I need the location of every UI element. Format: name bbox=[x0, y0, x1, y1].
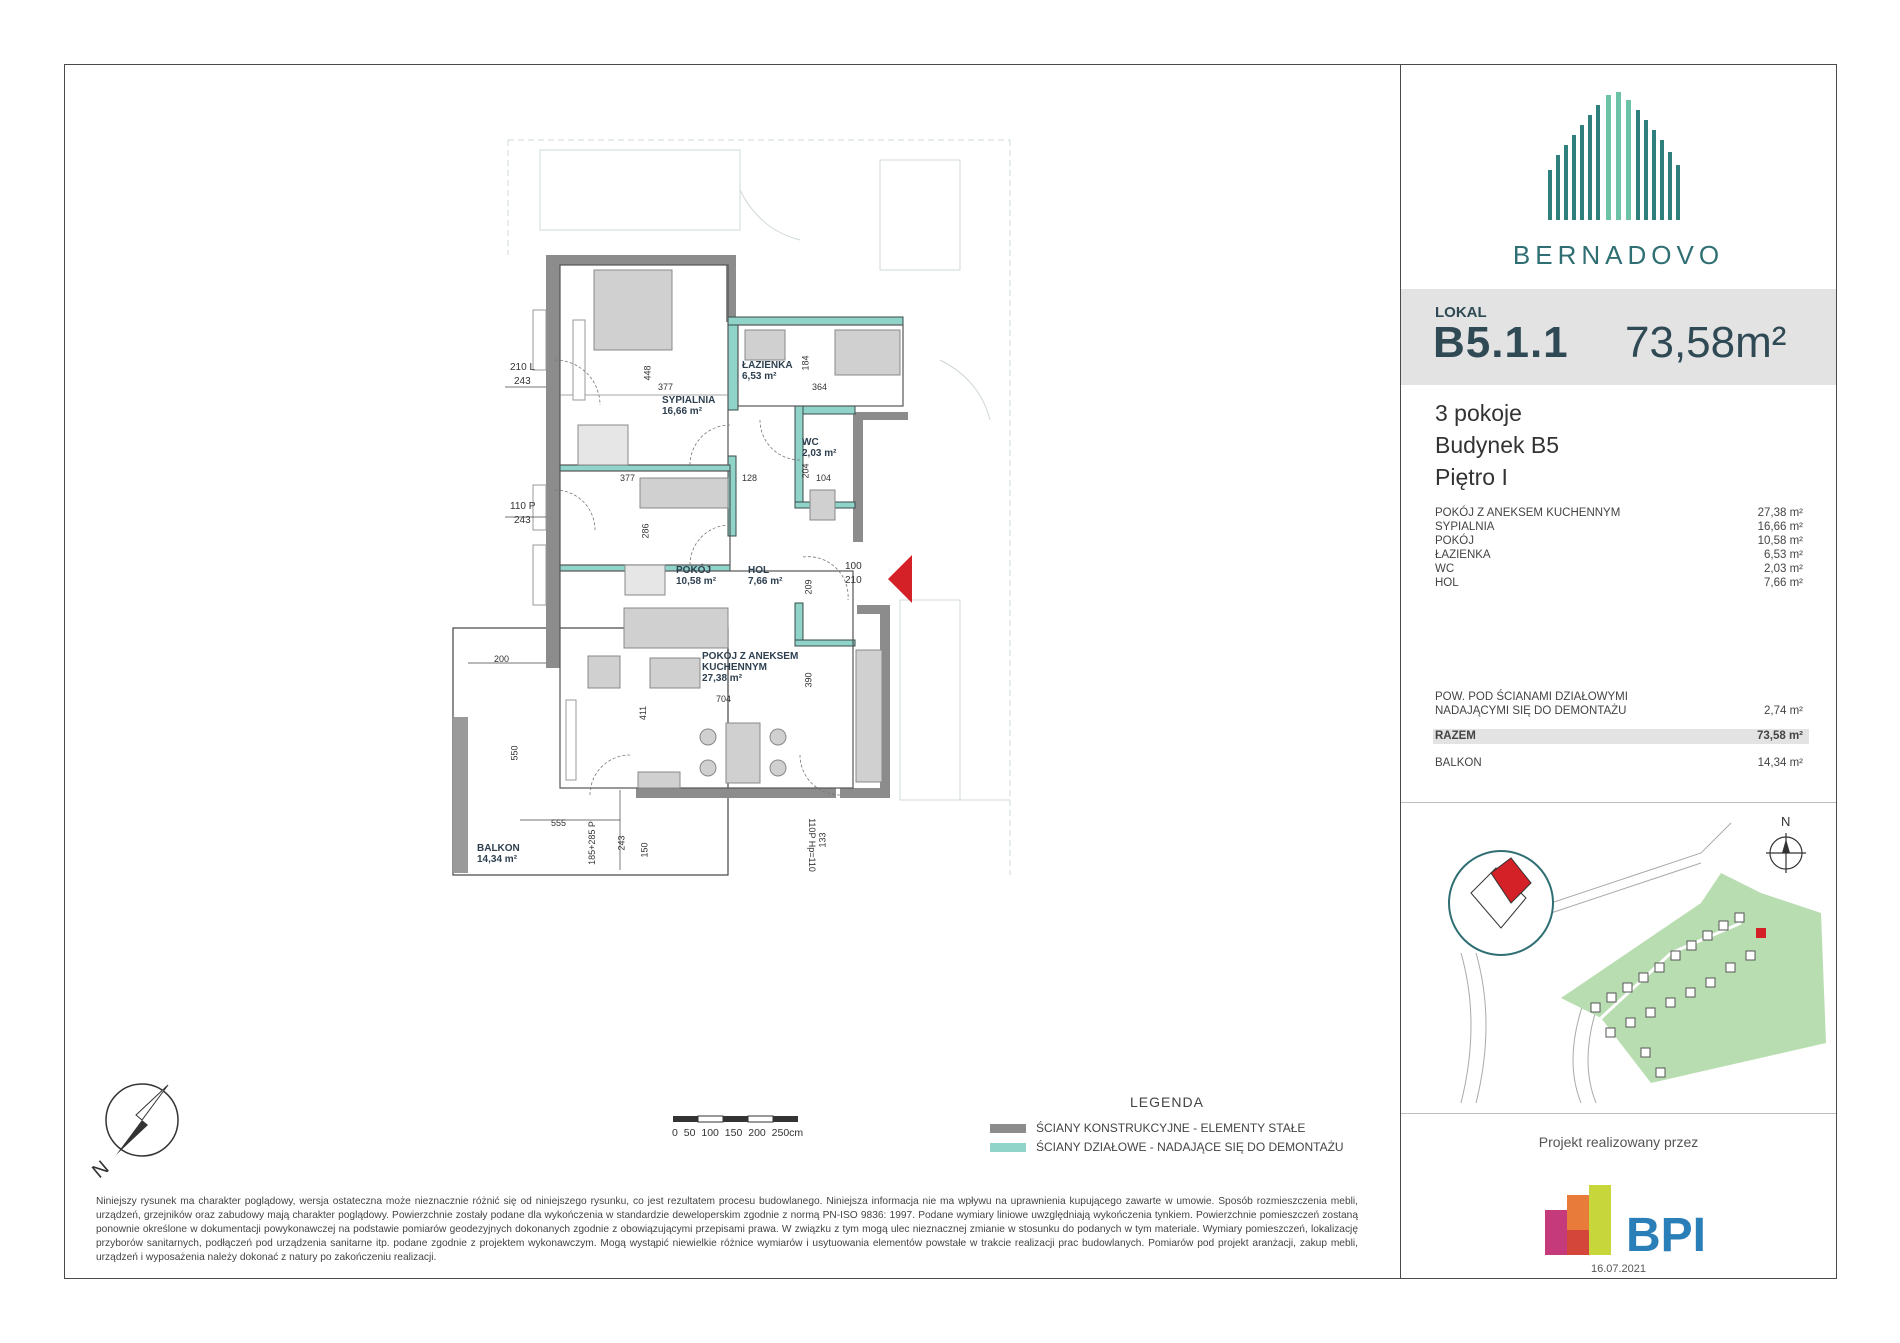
dim-label: 150 bbox=[639, 842, 650, 858]
dim-label: 411 bbox=[638, 705, 649, 721]
room-row: HOL 7,66 m² bbox=[1435, 577, 1803, 589]
dim-label: 448 bbox=[642, 365, 653, 381]
plan-label-lazienka: ŁAZIENKA 6,53 m² bbox=[742, 360, 793, 382]
room-row: SYPIALNIA 16,66 m² bbox=[1435, 521, 1803, 533]
dim-label: 100 bbox=[845, 561, 862, 572]
legend-title: LEGENDA bbox=[1130, 1094, 1204, 1110]
site-map bbox=[1401, 803, 1836, 1113]
dim-label: 200 bbox=[494, 654, 510, 664]
room-row: WC 2,03 m² bbox=[1435, 563, 1803, 575]
room-row: POKÓJ Z ANEKSEM KUCHENNYM 27,38 m² bbox=[1435, 507, 1803, 519]
disclaimer-text: Niniejszy rysunek ma charakter poglądowy, wersja ostateczna może nieznacznie różnić się od niniejszego rysunku, co jest rezultatem procesu budowlanego. Niniejsza informacja nie ma wpływu na uprawnienia kupującego zawarte w umowie. Sposób rozmieszczenia mebli, urządzeń, grzejników oraz zabudowy mają charakter poglądowy. Powierzchnie zostały podane dla wykończenia w standardzie deweloperskim zgodnie z normą PN-ISO 9836: 1997. Podane wymiary liniowe uwzględniają wykończenia tynkiem. Powierzchnie pomieszczeń zostaną ponownie określone w dokumentacji powykonawczej na podstawie pomiarów geodezyjnych dokonanych zgodnie z obowiązującymi przepisami prawa. W związku z tym mogą ulec nieznacznej zmianie w stosunku do podanych w tym materiale. Wymiary pomieszczeń, lokalizację przyborów sanitarnych, podłączeń pod urządzenia sanitarne itp. podane zgodnie z projektem wykonawczym. Mogą wystąpić niewielkie różnice wymiarów i usytuowania elementów powstałe w trakcie realizacji prac budowlanych. Pomiarów pod projekt aranżacji, zakup mebli, urządzeń i wyposażenia należy dokonać z natury po zakończeniu realizacji. bbox=[96, 1196, 1358, 1263]
dim-label: 133 bbox=[817, 832, 828, 848]
balcony-rail bbox=[453, 717, 468, 873]
info-building: Budynek B5 bbox=[1435, 432, 1560, 458]
legend-swatch-structural bbox=[990, 1124, 1026, 1133]
walls-row: NADAJĄCYMI SIĘ DO DEMONTAŻU 2,74 m² bbox=[1435, 705, 1803, 717]
legend-item-partition: ŚCIANY DZIAŁOWE - NADAJĄCE SIĘ DO DEMONTAŻU bbox=[990, 1140, 1344, 1154]
dim-label: 550 bbox=[509, 745, 520, 761]
legend-swatch-partition bbox=[990, 1143, 1026, 1152]
plan-label-sypialnia: SYPIALNIA 16,66 m² bbox=[662, 395, 716, 417]
info-floor: Piętro I bbox=[1435, 464, 1508, 490]
project-by-label: Projekt realizowany przez bbox=[1538, 1134, 1699, 1150]
dim-label: 390 bbox=[803, 672, 814, 688]
lokal-area: 73,58m² bbox=[1625, 318, 1787, 367]
dim-label: 110P Hp=110 bbox=[806, 818, 817, 872]
plan-label-hol: HOL 7,66 m² bbox=[748, 565, 783, 587]
dim-label: 704 bbox=[716, 694, 732, 704]
room-row: POKÓJ 10,58 m² bbox=[1435, 535, 1803, 547]
lokal-label: LOKAL bbox=[1435, 304, 1487, 321]
dim-label: 104 bbox=[816, 473, 832, 483]
plan-label-pokoj: POKÓJ 10,58 m² bbox=[676, 565, 717, 587]
entrance-marker bbox=[888, 555, 912, 603]
scale-labels: 0 50 100 150 200 250cm bbox=[672, 1127, 804, 1139]
plan-label-wc: WC 2,03 m² bbox=[802, 437, 837, 459]
lokal-id: B5.1.1 bbox=[1433, 318, 1569, 367]
svg-text:N: N bbox=[88, 1156, 114, 1183]
bpi-logo-icon bbox=[1545, 1185, 1620, 1255]
plan-label-balkon: BALKON 14,34 m² bbox=[477, 843, 520, 865]
dim-label: 243 bbox=[514, 376, 531, 387]
brand-name: BERNADOVO bbox=[1512, 240, 1725, 270]
dim-label: 128 bbox=[742, 473, 758, 483]
room-row: ŁAZIENKA 6,53 m² bbox=[1435, 549, 1803, 561]
divider bbox=[1401, 1113, 1836, 1114]
plan-label-pokoj-aneks: POKÓJ Z ANEKSEM KUCHENNYM 27,38 m² bbox=[702, 651, 799, 684]
compass-icon bbox=[86, 1075, 186, 1185]
bernadovo-logo-icon bbox=[1540, 90, 1700, 230]
date-label: 16.07.2021 bbox=[1590, 1263, 1647, 1275]
dim-label: 243 bbox=[616, 835, 627, 851]
legend-item-structural: ŚCIANY KONSTRUKCYJNE - ELEMENTY STAŁE bbox=[990, 1121, 1305, 1135]
dim-label: 243 bbox=[514, 515, 531, 526]
dim-label: 210 bbox=[845, 575, 862, 586]
dim-label: 377 bbox=[620, 473, 636, 483]
scale-bar bbox=[673, 1114, 823, 1128]
info-rooms: 3 pokoje bbox=[1435, 400, 1522, 426]
site-area bbox=[1561, 873, 1826, 1083]
dim-label: 286 bbox=[640, 523, 651, 539]
furniture bbox=[578, 270, 900, 788]
dim-label: 210 L bbox=[510, 362, 536, 373]
balcony-row: BALKON 14,34 m² bbox=[1435, 757, 1803, 769]
dim-label: 185+285 P bbox=[586, 821, 597, 865]
dim-label: 204 bbox=[800, 463, 811, 479]
total-row: RAZEM 73,58 m² bbox=[1435, 730, 1803, 742]
dim-label: 184 bbox=[800, 355, 811, 371]
dim-label: 555 bbox=[551, 818, 567, 828]
dim-label: 209 bbox=[803, 579, 814, 595]
developer-name: BPI bbox=[1626, 1209, 1707, 1262]
walls-label-1: POW. POD ŚCIANAMI DZIAŁOWYMI bbox=[1435, 691, 1628, 703]
dim-label: 110 P bbox=[510, 501, 536, 512]
svg-text:N: N bbox=[1781, 814, 1791, 829]
dim-label: 364 bbox=[812, 382, 828, 392]
dim-label: 377 bbox=[658, 382, 674, 392]
